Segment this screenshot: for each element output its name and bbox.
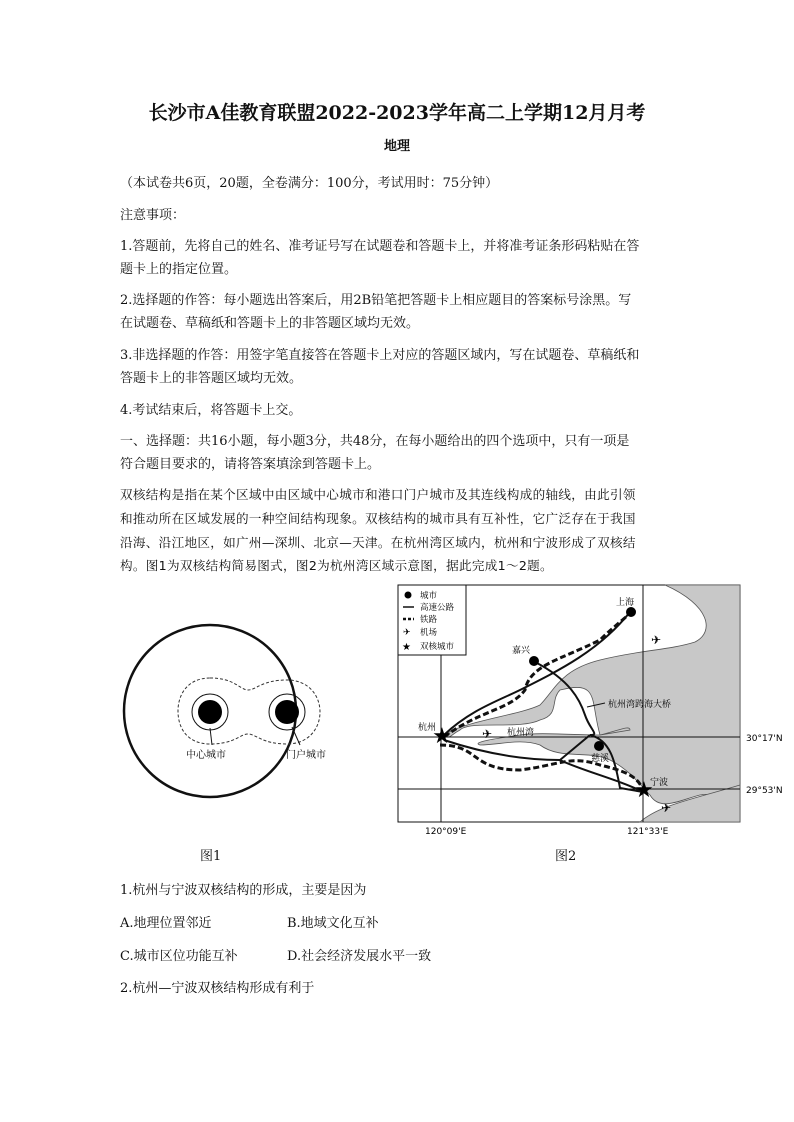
figure-2-caption: 图2 [555,849,577,864]
legend-railway: 铁路 [420,615,438,625]
ningbo-star-icon: ★ [634,778,654,803]
notice-4: 4.考试结束后，将答题卡上交。 [120,403,302,418]
bridge-label: 杭州湾跨海大桥 [608,700,672,710]
question-1-option-c: C.城市区位功能互补 [120,949,238,964]
section-heading: 一、选择题：共16小题，每小题3分，共48分，在每小题给出的四个选项中，只有一项是 [120,434,630,449]
center-city-label: 中心城市 [186,750,226,761]
city-ningbo: 宁波 [650,778,669,788]
notice-1-cont: 题卡上的指定位置。 [120,262,238,277]
notice-2-cont: 在试题卷、草稿纸和答题卡上的非答题区域均无效。 [120,316,420,331]
legend-airport: 机场 [420,628,438,638]
airplane-icon: ✈ [482,727,493,741]
legend-city: 城市 [420,591,438,601]
passage-line: 构。图1为双核结构简易图式，图2为杭州湾区域示意图，据此完成1～2题。 [120,558,553,573]
question-1-option-b: B.地域文化互补 [287,916,379,931]
legend-highway: 高速公路 [420,603,455,613]
section-heading-cont: 符合题目要求的，请将答案填涂到答题卡上。 [120,457,381,472]
question-2-stem: 2.杭州—宁波双核结构形成有利于 [120,981,315,996]
city-hangzhou: 杭州 [418,723,437,733]
subject-title: 地理 [383,139,410,154]
notice-2: 2.选择题的作答：每小题选出答案后，用2B铅笔把答题卡上相应题目的答案标号涂黑。写 [120,293,632,308]
lat-label: 30°17'N [746,734,783,744]
airplane-icon: ✈ [661,801,672,815]
figure-1-caption: 图1 [200,849,222,864]
lon-label: 120°09'E [425,827,467,837]
notice-1: 1.答题前，先将自己的姓名、准考证号写在试题卷和答题卡上，并将准考证条形码粘贴在答 [120,239,640,254]
hangzhou-star-icon: ★ [432,724,452,749]
question-1-option-a: A.地理位置邻近 [120,916,212,931]
city-jiaxing: 嘉兴 [512,646,531,656]
exam-info: （本试卷共6页，20题，全卷满分：100分，考试用时：75分钟） [120,176,499,191]
bay-label: 杭州湾 [507,728,535,738]
airport-legend-icon: ✈ [403,628,411,638]
figure-1-dual-core-diagram [124,625,326,797]
notice-3: 3.非选择题的作答：用签字笔直接答在答题卡上对应的答题区域内，写在试题卷、草稿纸和 [120,348,640,363]
figure-2-hangzhou-bay-map [398,585,783,837]
passage-line: 双核结构是指在某个区域中由区域中心城市和港口门户城市及其连线构成的轴线，由此引领 [120,487,636,502]
gateway-city-label: 门户城市 [286,750,326,761]
question-1-option-d: D.社会经济发展水平一致 [287,949,432,964]
passage-line: 和推动所在区域发展的一种空间结构现象。双核结构的城市具有互补性，它广泛存在于我国 [120,511,636,526]
lat-label: 29°53'N [746,786,783,796]
star-legend-icon: ★ [402,642,411,653]
notice-heading: 注意事项： [120,208,186,223]
question-1-stem: 1.杭州与宁波双核结构的形成，主要是因为 [120,883,367,898]
airplane-icon: ✈ [651,633,662,647]
notice-3-cont: 答题卡上的非答题区域均无效。 [120,371,303,386]
city-cixi: 慈溪 [591,754,610,764]
lon-label: 121°33'E [627,827,669,837]
legend-dual-core: 双核城市 [420,642,455,652]
passage-line: 沿海、沿江地区，如广州—深圳、北京—天津。在杭州湾区域内，杭州和宁波形成了双核结 [120,535,636,550]
exam-title: 长沙市A佳教育联盟2022-2023学年高二上学期12月月考 [148,102,646,124]
city-shanghai: 上海 [616,598,635,608]
